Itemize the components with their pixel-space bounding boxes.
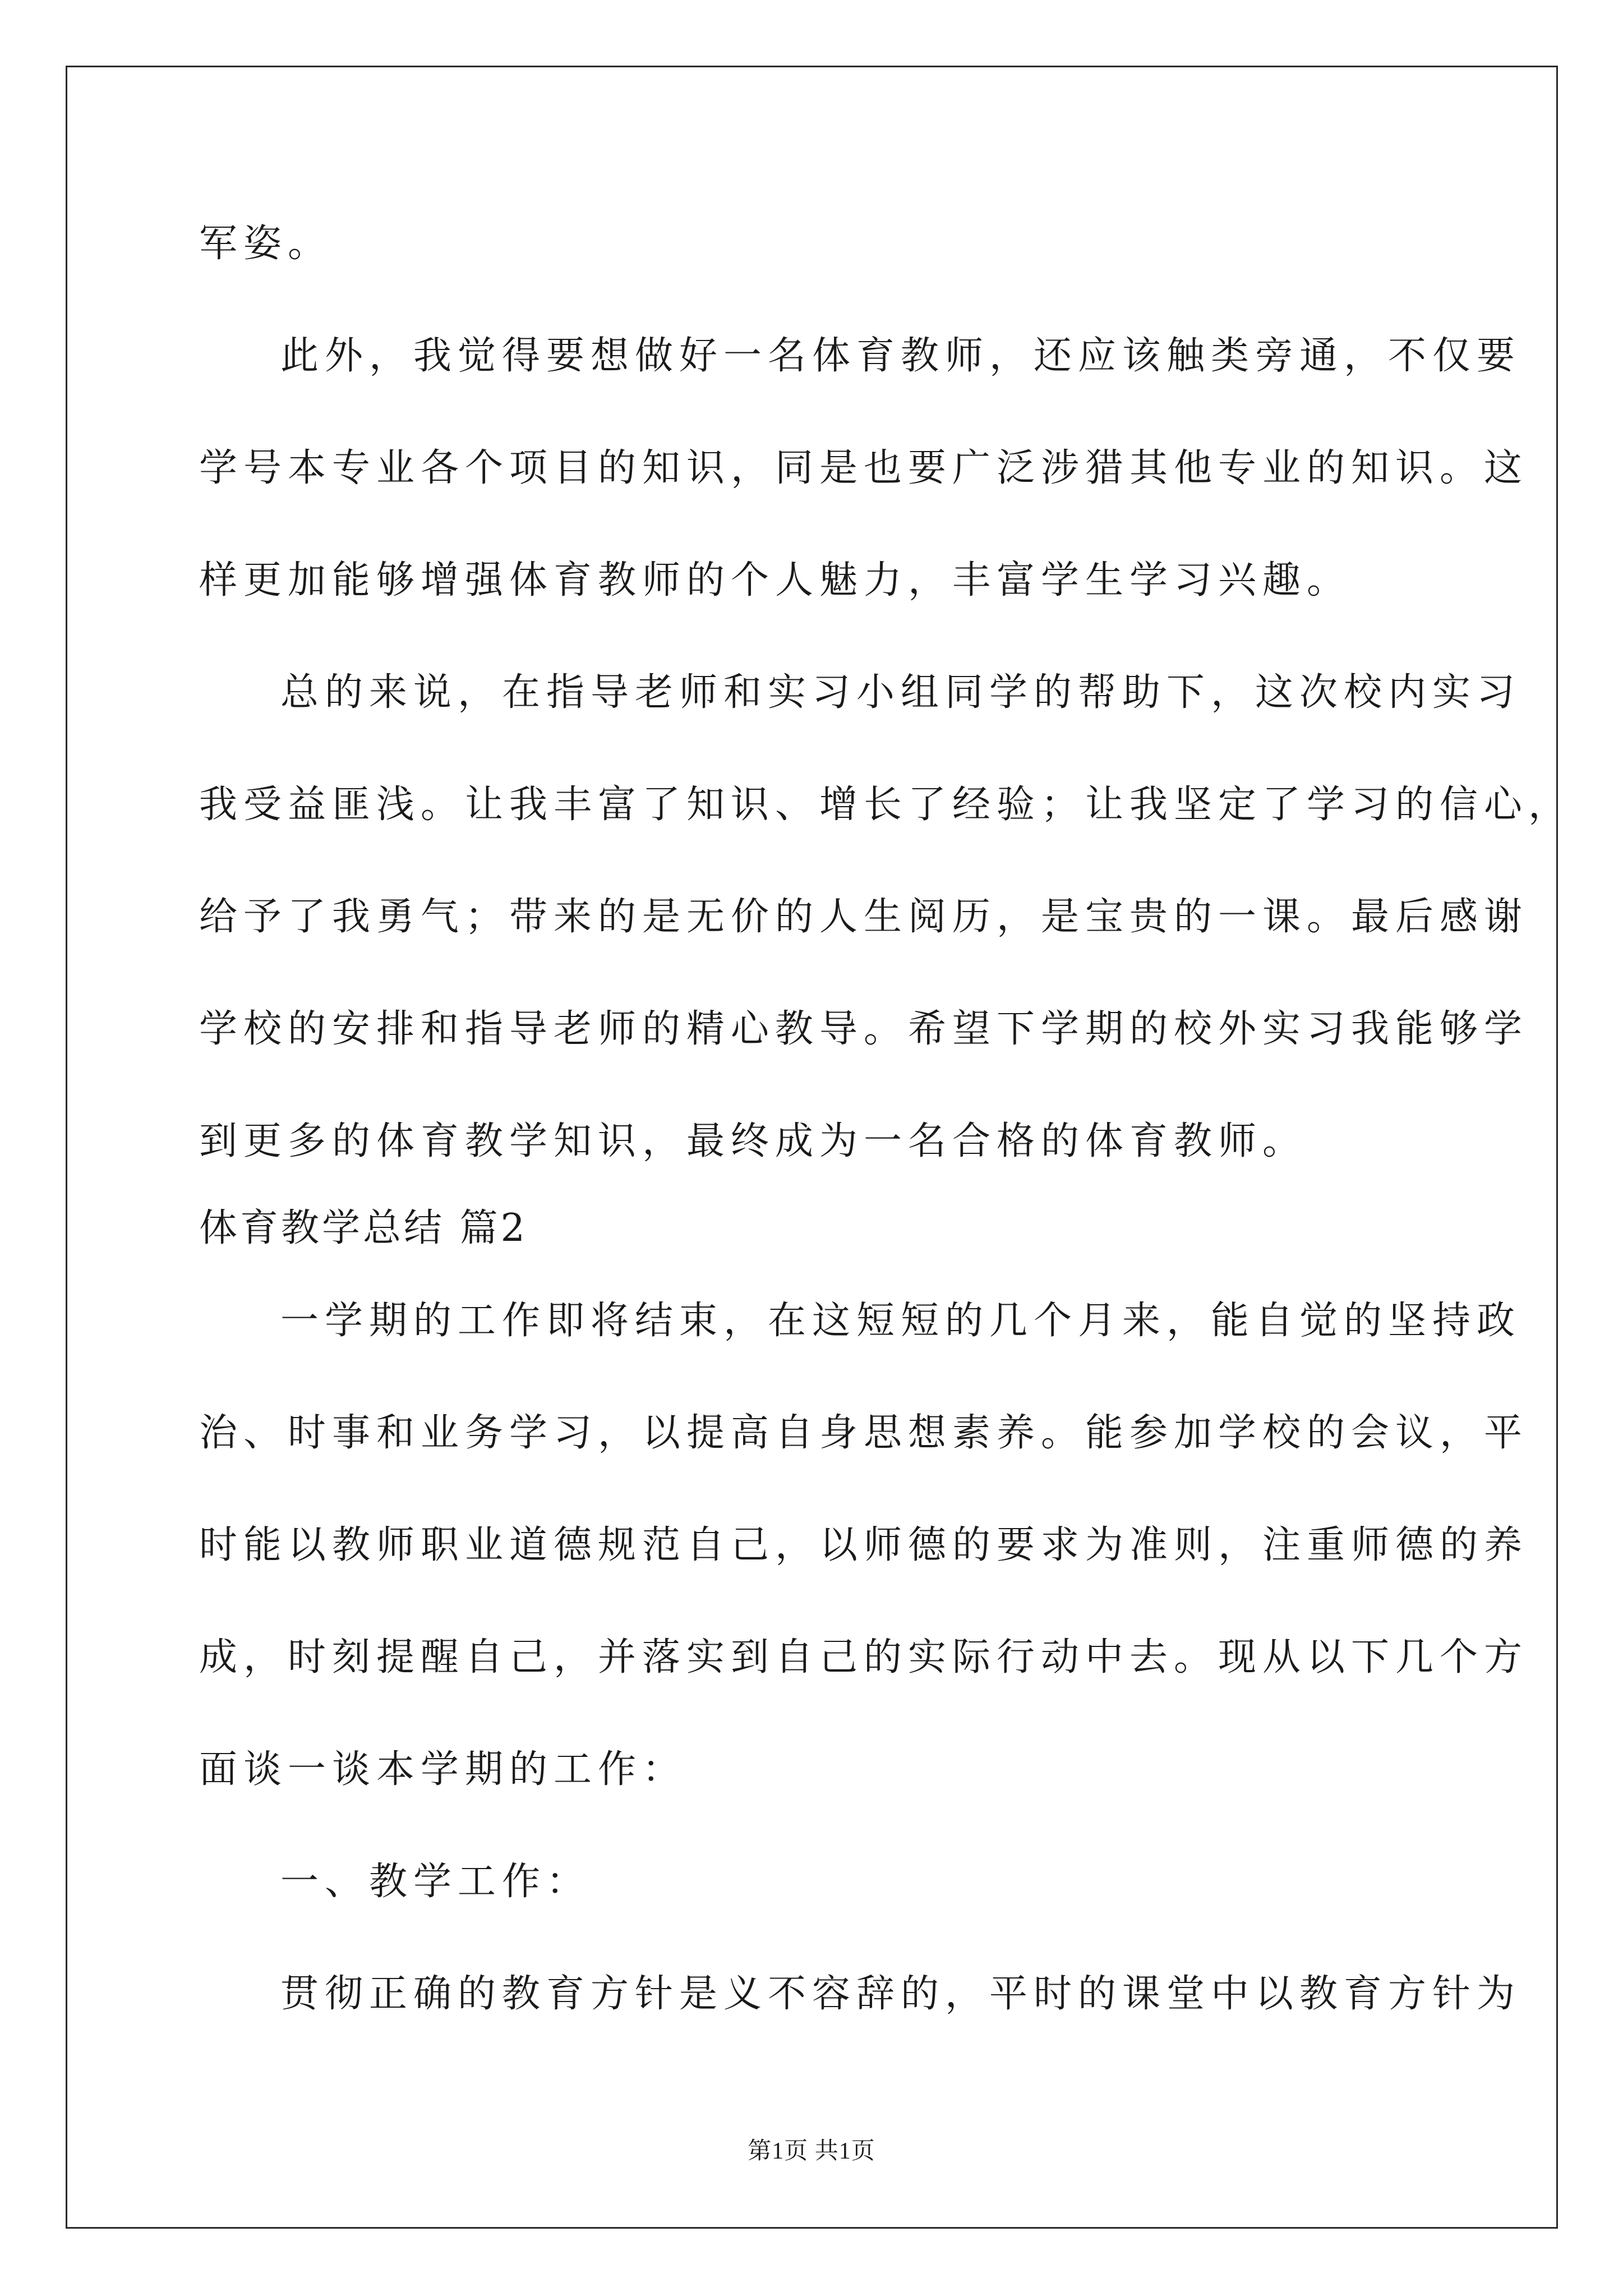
text-line: 成，时刻提醒自己，并落实到自己的实际行动中去。现从以下几个方 bbox=[199, 1635, 1529, 1680]
paragraph-start-line: 一学期的工作即将结束，在这短短的几个月来，能自觉的坚持政 bbox=[280, 1299, 1521, 1343]
text-line: 治、时事和业务学习，以提高自身思想素养。能参加学校的会议，平 bbox=[199, 1411, 1529, 1455]
text-line: 军姿。 bbox=[199, 222, 333, 266]
paragraph-start-line: 总的来说，在指导老师和实习小组同学的帮助下，这次校内实习 bbox=[280, 670, 1521, 715]
text-line: 时能以教师职业道德规范自己，以师德的要求为准则，注重师德的养 bbox=[199, 1523, 1529, 1567]
paragraph-start-line: 此外，我觉得要想做好一名体育教师，还应该触类旁通，不仅要 bbox=[280, 334, 1521, 378]
text-line: 学校的安排和指导老师的精心教导。希望下学期的校外实习我能够学 bbox=[199, 1007, 1529, 1051]
section-heading: 体育教学总结 篇2 bbox=[199, 1206, 528, 1250]
text-line: 样更加能够增强体育教师的个人魅力，丰富学生学习兴趣。 bbox=[199, 558, 1352, 602]
text-line: 面谈一谈本学期的工作： bbox=[199, 1747, 687, 1792]
text-line: 学号本专业各个项目的知识，同是也要广泛涉猎其他专业的知识。这 bbox=[199, 446, 1529, 490]
text-line: 我受益匪浅。让我丰富了知识、增长了经验；让我坚定了学习的信心， bbox=[199, 783, 1573, 827]
text-line: 给予了我勇气；带来的是无价的人生阅历，是宝贵的一课。最后感谢 bbox=[199, 895, 1529, 939]
page-number-footer: 第1页 共1页 bbox=[748, 2138, 875, 2164]
text-line: 到更多的体育教学知识，最终成为一名合格的体育教师。 bbox=[199, 1119, 1307, 1163]
subheading-line: 一、教学工作： bbox=[280, 1860, 591, 1904]
paragraph-start-line: 贯彻正确的教育方针是义不容辞的，平时的课堂中以教育方针为 bbox=[280, 1972, 1521, 2016]
